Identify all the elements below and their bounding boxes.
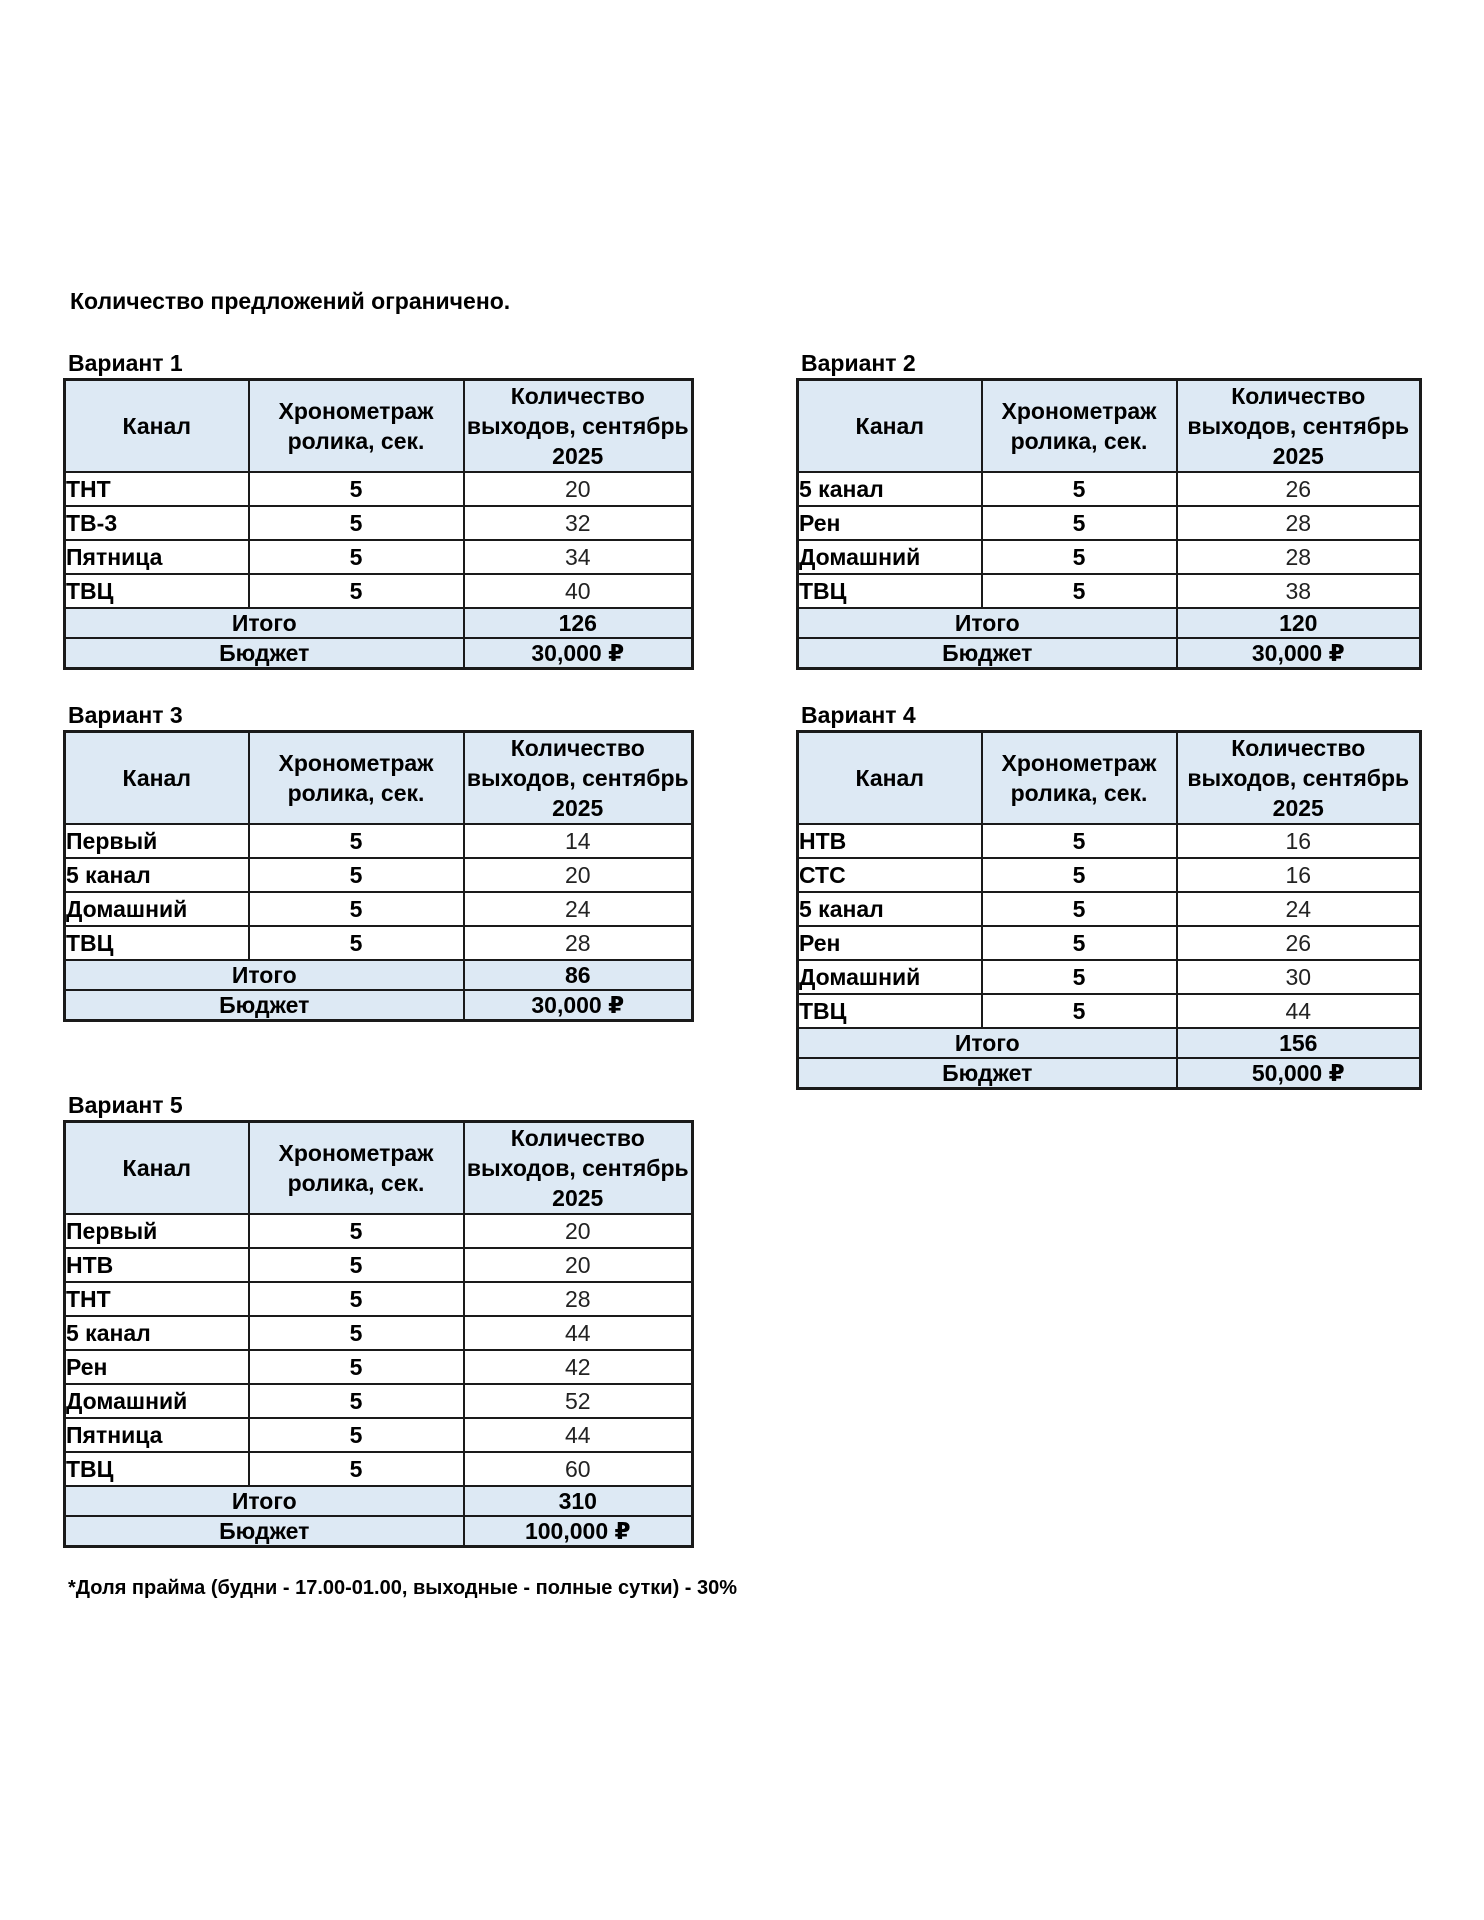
total-row — [798, 1028, 1421, 1058]
variant-title: Вариант 3 — [68, 702, 183, 728]
table-row — [65, 858, 693, 892]
header-count: Количество выходов, сентябрь 2025 — [1177, 380, 1421, 473]
budget-value: 100,000 ₽ — [464, 1516, 693, 1547]
count-cell: 44 — [1177, 994, 1421, 1028]
variant-2 — [796, 348, 1422, 670]
table-row — [65, 540, 693, 574]
table-row — [65, 926, 693, 960]
header-channel: Канал — [798, 732, 982, 825]
table-row — [798, 472, 1421, 506]
header-count: Количество выходов, сентябрь 2025 — [464, 380, 693, 473]
variant-table — [63, 730, 694, 1022]
table-row — [798, 540, 1421, 574]
variant-title: Вариант 2 — [801, 350, 916, 376]
count-cell: 38 — [1177, 574, 1421, 608]
channel-cell: 5 канал — [798, 892, 982, 926]
count-cell: 26 — [1177, 472, 1421, 506]
table-row — [65, 472, 693, 506]
header-channel: Канал — [65, 1122, 249, 1215]
duration-cell: 5 — [249, 824, 464, 858]
count-cell: 14 — [464, 824, 693, 858]
header-duration: Хронометраж ролика, сек. — [249, 1122, 464, 1215]
header-row — [65, 1122, 693, 1215]
header-channel: Канал — [798, 380, 982, 473]
budget-row — [798, 638, 1421, 669]
duration-cell: 5 — [249, 506, 464, 540]
variant-title: Вариант 1 — [68, 350, 183, 376]
total-row — [65, 960, 693, 990]
budget-value: 30,000 ₽ — [1177, 638, 1421, 669]
header-channel: Канал — [65, 380, 249, 473]
count-cell: 24 — [464, 892, 693, 926]
table-row — [65, 1384, 693, 1418]
intro-note: Количество предложений ограничено. — [70, 288, 511, 314]
total-value: 126 — [464, 608, 693, 638]
channel-cell: Первый — [65, 1214, 249, 1248]
table-row — [798, 506, 1421, 540]
table-row — [65, 1214, 693, 1248]
total-value: 120 — [1177, 608, 1421, 638]
header-duration: Хронометраж ролика, сек. — [982, 732, 1177, 825]
budget-value: 30,000 ₽ — [464, 638, 693, 669]
variant-table — [796, 378, 1422, 670]
budget-label: Бюджет — [65, 638, 464, 669]
variant-table — [63, 1120, 694, 1548]
count-cell: 40 — [464, 574, 693, 608]
budget-row — [65, 638, 693, 669]
duration-cell: 5 — [982, 824, 1177, 858]
channel-cell: Домашний — [65, 1384, 249, 1418]
channel-cell: Рен — [798, 506, 982, 540]
table-row — [65, 1418, 693, 1452]
count-cell: 24 — [1177, 892, 1421, 926]
header-row — [65, 380, 693, 473]
table-row — [65, 1282, 693, 1316]
channel-cell: Рен — [65, 1350, 249, 1384]
table-row — [65, 824, 693, 858]
total-label: Итого — [798, 608, 1177, 638]
count-cell: 32 — [464, 506, 693, 540]
duration-cell: 5 — [982, 472, 1177, 506]
header-duration: Хронометраж ролика, сек. — [249, 732, 464, 825]
duration-cell: 5 — [249, 1282, 464, 1316]
table-row — [798, 926, 1421, 960]
duration-cell: 5 — [249, 1418, 464, 1452]
channel-cell: Первый — [65, 824, 249, 858]
header-duration: Хронометраж ролика, сек. — [982, 380, 1177, 473]
variant-title: Вариант 4 — [801, 702, 916, 728]
channel-cell: ТВ-3 — [65, 506, 249, 540]
budget-value: 30,000 ₽ — [464, 990, 693, 1021]
table-row — [798, 858, 1421, 892]
channel-cell: ТВЦ — [65, 926, 249, 960]
header-row — [798, 380, 1421, 473]
table-row — [65, 892, 693, 926]
duration-cell: 5 — [249, 1384, 464, 1418]
duration-cell: 5 — [982, 858, 1177, 892]
table-row — [65, 1452, 693, 1486]
header-row — [798, 732, 1421, 825]
budget-row — [798, 1058, 1421, 1089]
header-count: Количество выходов, сентябрь 2025 — [1177, 732, 1421, 825]
count-cell: 28 — [464, 926, 693, 960]
variant-1 — [63, 348, 694, 670]
count-cell: 16 — [1177, 824, 1421, 858]
duration-cell: 5 — [249, 472, 464, 506]
channel-cell: Рен — [798, 926, 982, 960]
variant-5 — [63, 1090, 694, 1548]
header-count: Количество выходов, сентябрь 2025 — [464, 732, 693, 825]
channel-cell: ТВЦ — [798, 574, 982, 608]
table-row — [798, 824, 1421, 858]
total-value: 310 — [464, 1486, 693, 1516]
count-cell: 42 — [464, 1350, 693, 1384]
total-label: Итого — [798, 1028, 1177, 1058]
channel-cell: ТВЦ — [65, 1452, 249, 1486]
duration-cell: 5 — [982, 960, 1177, 994]
count-cell: 28 — [1177, 540, 1421, 574]
duration-cell: 5 — [982, 506, 1177, 540]
duration-cell: 5 — [982, 540, 1177, 574]
count-cell: 28 — [1177, 506, 1421, 540]
table-row — [798, 892, 1421, 926]
duration-cell: 5 — [249, 892, 464, 926]
variant-title: Вариант 5 — [68, 1092, 183, 1118]
budget-label: Бюджет — [798, 1058, 1177, 1089]
duration-cell: 5 — [249, 858, 464, 892]
total-row — [798, 608, 1421, 638]
budget-label: Бюджет — [65, 990, 464, 1021]
budget-label: Бюджет — [798, 638, 1177, 669]
duration-cell: 5 — [249, 1248, 464, 1282]
duration-cell: 5 — [249, 1452, 464, 1486]
table-row — [65, 1248, 693, 1282]
variant-3 — [63, 700, 694, 1022]
variant-table — [796, 730, 1422, 1090]
duration-cell: 5 — [249, 574, 464, 608]
channel-cell: Пятница — [65, 1418, 249, 1452]
duration-cell: 5 — [249, 540, 464, 574]
duration-cell: 5 — [982, 926, 1177, 960]
total-label: Итого — [65, 1486, 464, 1516]
count-cell: 52 — [464, 1384, 693, 1418]
variant-table — [63, 378, 694, 670]
count-cell: 30 — [1177, 960, 1421, 994]
channel-cell: ТНТ — [65, 1282, 249, 1316]
channel-cell: Пятница — [65, 540, 249, 574]
channel-cell: Домашний — [65, 892, 249, 926]
count-cell: 26 — [1177, 926, 1421, 960]
count-cell: 20 — [464, 472, 693, 506]
budget-row — [65, 990, 693, 1021]
prime-share-footnote: *Доля прайма (будни - 17.00-01.00, выходные - полные сутки) - 30% — [68, 1577, 738, 1599]
count-cell: 44 — [464, 1316, 693, 1350]
count-cell: 16 — [1177, 858, 1421, 892]
channel-cell: ТВЦ — [65, 574, 249, 608]
table-row — [798, 994, 1421, 1028]
duration-cell: 5 — [249, 1316, 464, 1350]
channel-cell: Домашний — [798, 540, 982, 574]
count-cell: 20 — [464, 1248, 693, 1282]
count-cell: 28 — [464, 1282, 693, 1316]
total-row — [65, 608, 693, 638]
table-row — [65, 574, 693, 608]
variant-4 — [796, 700, 1422, 1090]
table-row — [65, 506, 693, 540]
channel-cell: Домашний — [798, 960, 982, 994]
table-row — [65, 1316, 693, 1350]
count-cell: 44 — [464, 1418, 693, 1452]
duration-cell: 5 — [249, 926, 464, 960]
duration-cell: 5 — [982, 574, 1177, 608]
table-row — [798, 574, 1421, 608]
channel-cell: СТС — [798, 858, 982, 892]
channel-cell: 5 канал — [798, 472, 982, 506]
budget-row — [65, 1516, 693, 1547]
duration-cell: 5 — [982, 892, 1177, 926]
header-row — [65, 732, 693, 825]
total-label: Итого — [65, 608, 464, 638]
count-cell: 20 — [464, 858, 693, 892]
count-cell: 34 — [464, 540, 693, 574]
budget-value: 50,000 ₽ — [1177, 1058, 1421, 1089]
channel-cell: НТВ — [798, 824, 982, 858]
count-cell: 60 — [464, 1452, 693, 1486]
channel-cell: НТВ — [65, 1248, 249, 1282]
channel-cell: 5 канал — [65, 858, 249, 892]
channel-cell: ТВЦ — [798, 994, 982, 1028]
total-row — [65, 1486, 693, 1516]
header-channel: Канал — [65, 732, 249, 825]
budget-label: Бюджет — [65, 1516, 464, 1547]
channel-cell: 5 канал — [65, 1316, 249, 1350]
total-value: 86 — [464, 960, 693, 990]
duration-cell: 5 — [249, 1350, 464, 1384]
header-count: Количество выходов, сентябрь 2025 — [464, 1122, 693, 1215]
channel-cell: ТНТ — [65, 472, 249, 506]
table-row — [65, 1350, 693, 1384]
table-row — [798, 960, 1421, 994]
header-duration: Хронометраж ролика, сек. — [249, 380, 464, 473]
total-label: Итого — [65, 960, 464, 990]
duration-cell: 5 — [249, 1214, 464, 1248]
total-value: 156 — [1177, 1028, 1421, 1058]
duration-cell: 5 — [982, 994, 1177, 1028]
count-cell: 20 — [464, 1214, 693, 1248]
